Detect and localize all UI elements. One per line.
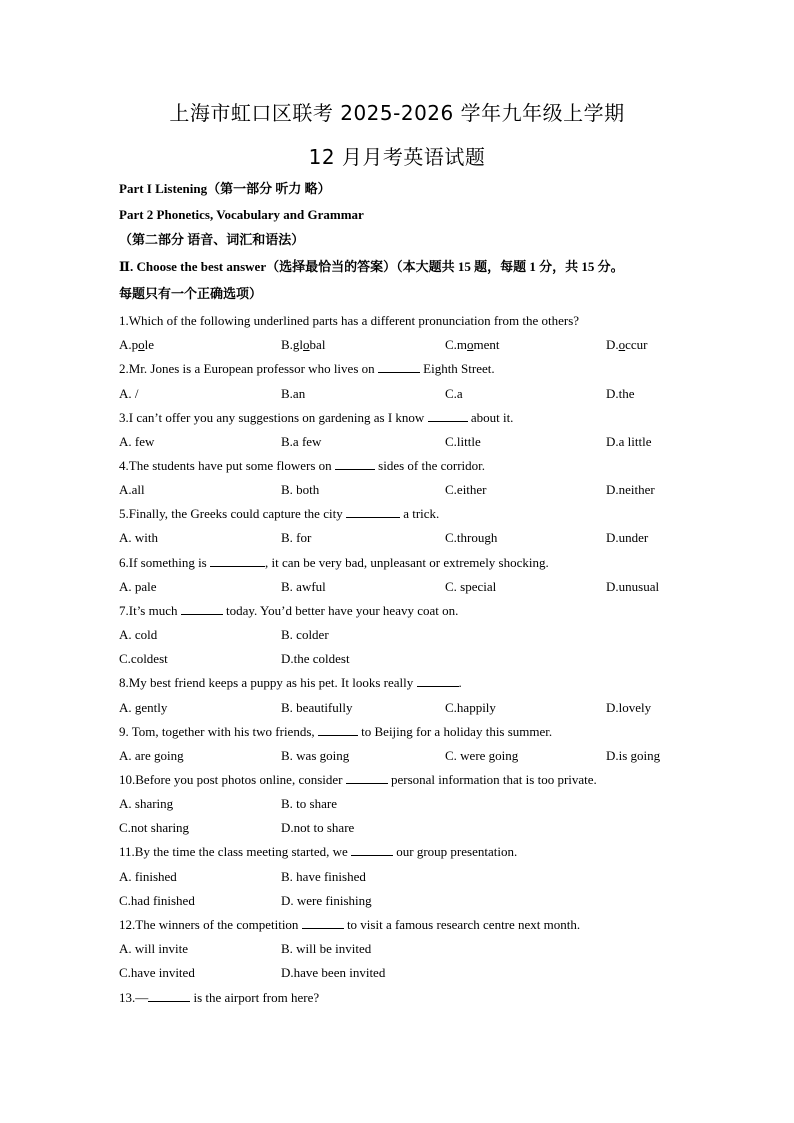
option-8-d: D.lovely bbox=[606, 700, 652, 715]
question-stem-8: 8.My best friend keeps a puppy as his pet. It looks really . bbox=[119, 675, 462, 690]
answer-blank bbox=[346, 506, 400, 518]
exam-title-line2: 12 月月考英语试题 bbox=[308, 145, 486, 169]
option-4-c: C.either bbox=[445, 482, 487, 497]
option-5-a: A. with bbox=[119, 530, 158, 545]
answer-blank bbox=[181, 603, 223, 615]
option-10-b: B. to share bbox=[281, 796, 337, 811]
option-3-d: D.a little bbox=[606, 434, 652, 449]
option-6-b: B. awful bbox=[281, 579, 326, 594]
answer-blank bbox=[346, 772, 388, 784]
option-10-d: D.not to share bbox=[281, 820, 355, 835]
option-1-d: D.occur bbox=[606, 337, 648, 352]
option-3-c: C.little bbox=[445, 434, 481, 449]
option-10-a: A. sharing bbox=[119, 796, 174, 811]
option-2-c: C.a bbox=[445, 386, 463, 401]
option-1-c: C.moment bbox=[445, 337, 500, 352]
option-9-c: C. were going bbox=[445, 748, 519, 763]
answer-blank bbox=[428, 410, 468, 422]
option-9-b: B. was going bbox=[281, 748, 350, 763]
option-1-a: A.pole bbox=[119, 337, 155, 352]
option-4-d: D.neither bbox=[606, 482, 655, 497]
option-7-c: C.coldest bbox=[119, 651, 168, 666]
answer-blank bbox=[302, 917, 344, 929]
part1-heading: Part I Listening（第一部分 听力 略） bbox=[119, 181, 331, 196]
option-5-c: C.through bbox=[445, 530, 498, 545]
option-6-c: C. special bbox=[445, 579, 497, 594]
option-12-d: D.have been invited bbox=[281, 965, 386, 980]
question-stem-5: 5.Finally, the Greeks could capture the city a trick. bbox=[119, 506, 440, 521]
question-stem-13: 13.— is the airport from here? bbox=[119, 990, 320, 1005]
option-2-a: A. / bbox=[119, 386, 139, 401]
option-2-b: B.an bbox=[281, 386, 306, 401]
option-7-d: D.the coldest bbox=[281, 651, 350, 666]
question-stem-4: 4.The students have put some flowers on sides of the corridor. bbox=[119, 458, 486, 473]
question-stem-7: 7.It’s much today. You’d better have your heavy coat on. bbox=[119, 603, 459, 618]
answer-blank bbox=[148, 990, 190, 1002]
answer-blank bbox=[318, 724, 358, 736]
question-stem-10: 10.Before you post photos online, consider personal information that is too private. bbox=[119, 772, 597, 787]
option-10-c: C.not sharing bbox=[119, 820, 190, 835]
option-9-a: A. are going bbox=[119, 748, 184, 763]
option-11-b: B. have finished bbox=[281, 869, 366, 884]
option-2-d: D.the bbox=[606, 386, 635, 401]
part2-cn-heading: （第二部分 语音、词汇和语法） bbox=[119, 232, 305, 247]
option-3-b: B.a few bbox=[281, 434, 322, 449]
question-stem-3: 3.I can’t offer you any suggestions on gardening as I know about it. bbox=[119, 410, 514, 425]
option-8-b: B. beautifully bbox=[281, 700, 353, 715]
option-8-c: C.happily bbox=[445, 700, 496, 715]
option-4-b: B. both bbox=[281, 482, 320, 497]
answer-blank bbox=[378, 361, 420, 373]
option-3-a: A. few bbox=[119, 434, 155, 449]
option-5-b: B. for bbox=[281, 530, 312, 545]
question-stem-6: 6.If something is , it can be very bad, unpleasant or extremely shocking. bbox=[119, 555, 549, 570]
option-11-d: D. were finishing bbox=[281, 893, 372, 908]
option-9-d: D.is going bbox=[606, 748, 661, 763]
option-1-b: B.global bbox=[281, 337, 326, 352]
exam-title-line1: 上海市虹口区联考 2025-2026 学年九年级上学期 bbox=[169, 101, 625, 125]
option-7-b: B. colder bbox=[281, 627, 329, 642]
option-11-a: A. finished bbox=[119, 869, 177, 884]
question-stem-11: 11.By the time the class meeting started, we our group presentation. bbox=[119, 844, 518, 859]
question-stem-2: 2.Mr. Jones is a European professor who lives on Eighth Street. bbox=[119, 361, 495, 376]
option-12-b: B. will be invited bbox=[281, 941, 372, 956]
option-12-c: C.have invited bbox=[119, 965, 195, 980]
option-6-a: A. pale bbox=[119, 579, 157, 594]
answer-blank bbox=[335, 458, 375, 470]
option-5-d: D.under bbox=[606, 530, 649, 545]
option-8-a: A. gently bbox=[119, 700, 168, 715]
answer-blank bbox=[417, 675, 459, 687]
option-11-c: C.had finished bbox=[119, 893, 195, 908]
section2-note: 每题只有一个正确选项） bbox=[119, 286, 263, 301]
question-stem-12: 12.The winners of the competition to visit a famous research centre next month. bbox=[119, 917, 581, 932]
section2-heading: Ⅱ. Choose the best answer（选择最恰当的答案）（本大题共 15 题，每题 1 分，共 15 分。 bbox=[119, 259, 624, 274]
part2-heading: Part 2 Phonetics, Vocabulary and Grammar bbox=[119, 207, 364, 222]
question-stem-9: 9. Tom, together with his two friends, to Beijing for a holiday this summer. bbox=[119, 724, 553, 739]
option-12-a: A. will invite bbox=[119, 941, 188, 956]
option-6-d: D.unusual bbox=[606, 579, 660, 594]
option-7-a: A. cold bbox=[119, 627, 158, 642]
answer-blank bbox=[210, 555, 265, 567]
answer-blank bbox=[351, 844, 393, 856]
question-stem-1: 1.Which of the following underlined parts has a different pronunciation from the others? bbox=[119, 313, 580, 328]
option-4-a: A.all bbox=[119, 482, 145, 497]
